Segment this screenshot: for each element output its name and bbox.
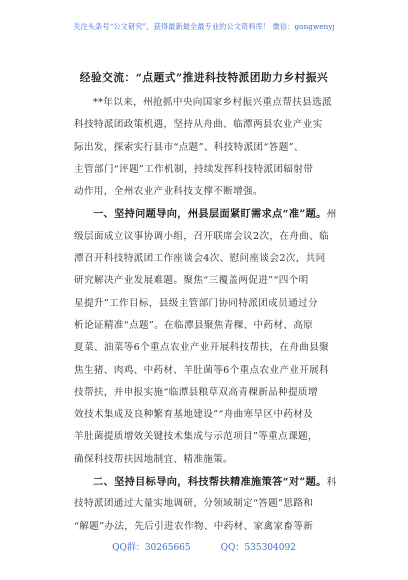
paragraph-line: 级层面成立议事协调小组，召开联席会议2次，在舟曲、临 xyxy=(74,230,330,242)
paragraph-line: 科技特派团政策机遇，坚持从舟曲、临潭两县农业产业实 xyxy=(74,119,323,131)
footer-contact xyxy=(0,540,408,553)
paragraph-line: 动作用，全州农业产业科技支撑不断增强。 xyxy=(74,186,263,198)
section-heading-continuation: 科 xyxy=(326,477,337,489)
paragraph-line: 研究解决产业发展难题。聚焦“三覆盖两促进”“四个明 xyxy=(74,275,309,287)
paragraph-line: 技特派团通过大量实地调研，分领域制定“答题”思路和 xyxy=(74,498,314,510)
paragraph-line: 夏菜、油菜等6个重点农业产业开展科技帮扶，在舟曲县聚 xyxy=(74,342,330,354)
paragraph-line: 潭召开科技特派团工作座谈会4次、慰问座谈会2次，共同 xyxy=(74,253,326,265)
qq-group-number: QQ群：30265665 xyxy=(112,543,191,553)
paragraph-line: 析论证精准“点题”。在临潭县聚焦青稞、中药材、高原 xyxy=(74,319,314,331)
paragraph-line: 羊肚菌提质增效关键技术集成与示范项目”等重点课题， xyxy=(74,431,318,443)
paragraph-line: 效技术集成及良种繁育基地建设”“舟曲寒旱区中药材及 xyxy=(74,409,314,421)
paragraph-line: 际出发，探索实行县市“点题”、科技特派团“答题”、 xyxy=(74,141,304,153)
section-heading-continuation: 州 xyxy=(326,209,337,221)
paragraph-line: 焦生猪、肉鸡、中药材、羊肚菌等6个重点农业产业开展科 xyxy=(74,364,330,376)
paragraph-line: 星提升”工作目标，县级主管部门协同特派团成员通过分 xyxy=(74,297,318,309)
promo-banner: 关注头条号“公文研究”，获得最新最全最专业的公文资料库！ 微信：gongwenyj xyxy=(73,22,335,31)
section-heading-text: 一、坚持问题导向，州县层面紧盯需求点“准”题。 xyxy=(93,208,327,221)
section-heading-1 xyxy=(74,203,352,225)
qq-number: QQ：535304092 xyxy=(220,543,296,553)
paragraph-line: **年以来，州抢抓中央向国家乡村振兴重点帮扶县选派 xyxy=(93,97,332,108)
article-title: 经验交流：“点题式”推进科技特派团助力乡村振兴 xyxy=(79,72,329,84)
section-heading-2 xyxy=(74,471,352,493)
paragraph-line: “解题”办法，先后引进农作物、中药材、家禽家畜等新 xyxy=(74,520,314,532)
paragraph-line: 技帮扶，并申报实施“临潭县粮草双高青稞新品种提质增 xyxy=(74,386,318,398)
section-heading-text: 二、坚持目标导向，科技帮扶精准施策答“对”题。 xyxy=(93,476,327,489)
paragraph-line: 确保科技帮扶因地制宜、精准施策。 xyxy=(74,453,234,465)
article-body xyxy=(74,92,352,538)
paragraph-line: 主管部门“评题”工作机制，持续发挥科技特派团辐射带 xyxy=(74,163,314,175)
